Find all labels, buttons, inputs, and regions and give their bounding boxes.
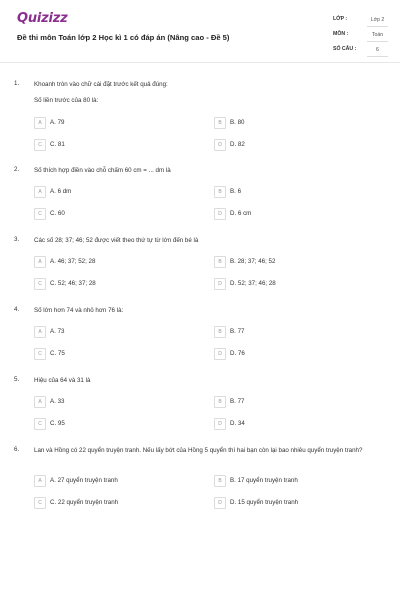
option-letter-box[interactable]: D (214, 139, 226, 151)
option-c[interactable] (34, 497, 194, 509)
option-letter-box[interactable]: C (34, 348, 46, 360)
question-number: 5. (14, 376, 20, 383)
option-letter-box[interactable]: A (34, 475, 46, 487)
worksheet-header (0, 0, 400, 62)
option-letter-box[interactable]: C (34, 497, 46, 509)
option-c[interactable] (34, 139, 194, 151)
option-text: A. 73 (50, 328, 65, 335)
option-text: C. 81 (50, 141, 65, 148)
quizizz-logo[interactable]: Quizizz (17, 11, 68, 26)
option-d[interactable] (214, 348, 374, 360)
option-d[interactable] (214, 139, 374, 151)
meta-label: MÔN : (333, 31, 349, 37)
worksheet-meta (333, 14, 388, 59)
meta-value: Toán (367, 29, 388, 42)
option-text: D. 82 (230, 141, 245, 148)
option-letter-box[interactable]: B (214, 117, 226, 129)
option-letter-box[interactable]: C (34, 418, 46, 430)
question-text: Hiệu của 64 và 31 là (34, 377, 91, 384)
option-letter-box[interactable]: A (34, 117, 46, 129)
option-d[interactable] (214, 497, 374, 509)
option-text: C. 22 quyển truyện tranh (50, 499, 119, 506)
option-letter-box[interactable]: B (214, 326, 226, 338)
option-a[interactable] (34, 475, 194, 487)
meta-value: 6 (367, 44, 388, 57)
option-a[interactable] (34, 186, 194, 198)
option-letter-box[interactable]: D (214, 278, 226, 290)
question-number: 4. (14, 306, 20, 313)
question-number: 2. (14, 166, 20, 173)
meta-value: Lớp 2 (367, 14, 388, 27)
option-a[interactable] (34, 326, 194, 338)
option-text: B. 17 quyển truyện tranh (230, 477, 298, 484)
option-text: D. 76 (230, 350, 245, 357)
option-text: C. 52; 46; 37; 28 (50, 280, 96, 287)
option-text: D. 34 (230, 420, 245, 427)
option-letter-box[interactable]: C (34, 208, 46, 220)
question-text: Khoanh tròn vào chữ cái đặt trước kết quả đúng: (34, 81, 168, 88)
meta-label: LỚP : (333, 16, 348, 22)
question-text: Số lớn hơn 74 và nhỏ hơn 76 là: (34, 307, 124, 314)
option-text: D. 6 cm (230, 210, 252, 217)
option-text: A. 33 (50, 398, 65, 405)
option-a[interactable] (34, 117, 194, 129)
option-letter-box[interactable]: A (34, 326, 46, 338)
option-letter-box[interactable]: B (214, 396, 226, 408)
meta-question-count (333, 44, 388, 59)
question-text: Số thích hợp điền vào chỗ chấm 60 cm = ... dm là (34, 167, 171, 174)
option-text: A. 79 (50, 119, 65, 126)
option-c[interactable] (34, 278, 194, 290)
question-number: 1. (14, 80, 20, 87)
option-b[interactable] (214, 117, 374, 129)
option-c[interactable] (34, 418, 194, 430)
option-text: B. 77 (230, 398, 245, 405)
option-letter-box[interactable]: A (34, 256, 46, 268)
option-letter-box[interactable]: A (34, 186, 46, 198)
meta-subject (333, 29, 388, 44)
option-b[interactable] (214, 256, 374, 268)
option-d[interactable] (214, 418, 374, 430)
option-d[interactable] (214, 208, 374, 220)
option-text: B. 77 (230, 328, 245, 335)
question-text: Các số 28; 37; 46; 52 được viết theo thứ tự từ lớn đến bé là (34, 237, 199, 244)
meta-label: SỐ CÂU : (333, 46, 357, 52)
option-letter-box[interactable]: D (214, 348, 226, 360)
option-a[interactable] (34, 396, 194, 408)
question-number: 6. (14, 446, 20, 453)
option-text: B. 80 (230, 119, 245, 126)
option-text: D. 15 quyển truyện tranh (230, 499, 299, 506)
header-divider (0, 62, 400, 63)
option-text: A. 6 dm (50, 188, 72, 195)
option-text: C. 95 (50, 420, 65, 427)
option-b[interactable] (214, 396, 374, 408)
option-text: A. 46; 37; 52; 28 (50, 258, 96, 265)
option-letter-box[interactable]: D (214, 418, 226, 430)
question-number: 3. (14, 236, 20, 243)
option-letter-box[interactable]: B (214, 475, 226, 487)
option-d[interactable] (214, 278, 374, 290)
option-text: C. 75 (50, 350, 65, 357)
option-letter-box[interactable]: B (214, 256, 226, 268)
option-text: C. 60 (50, 210, 65, 217)
option-letter-box[interactable]: D (214, 497, 226, 509)
option-letter-box[interactable]: A (34, 396, 46, 408)
meta-grade (333, 14, 388, 29)
option-a[interactable] (34, 256, 194, 268)
option-letter-box[interactable]: B (214, 186, 226, 198)
option-text: B. 28; 37; 46; 52 (230, 258, 276, 265)
option-letter-box[interactable]: D (214, 208, 226, 220)
question-subtext: Số liền trước của 80 là: (34, 97, 99, 104)
option-text: B. 6 (230, 188, 242, 195)
option-letter-box[interactable]: C (34, 139, 46, 151)
worksheet-title: Đề thi môn Toán lớp 2 Học kì 1 có đáp án (Nâng cao - Đề 5) (17, 33, 230, 42)
option-b[interactable] (214, 186, 374, 198)
question-text: Lan và Hồng có 22 quyển truyện tranh. Nếu lấy bớt của Hồng 5 quyển thì hai bạn còn lại bao nhiêu quyển truyện tranh? (34, 447, 363, 454)
option-letter-box[interactable]: C (34, 278, 46, 290)
option-text: A. 27 quyển truyện tranh (50, 477, 118, 484)
option-b[interactable] (214, 475, 374, 487)
option-c[interactable] (34, 208, 194, 220)
option-text: D. 52; 37; 46; 28 (230, 280, 276, 287)
option-b[interactable] (214, 326, 374, 338)
option-c[interactable] (34, 348, 194, 360)
